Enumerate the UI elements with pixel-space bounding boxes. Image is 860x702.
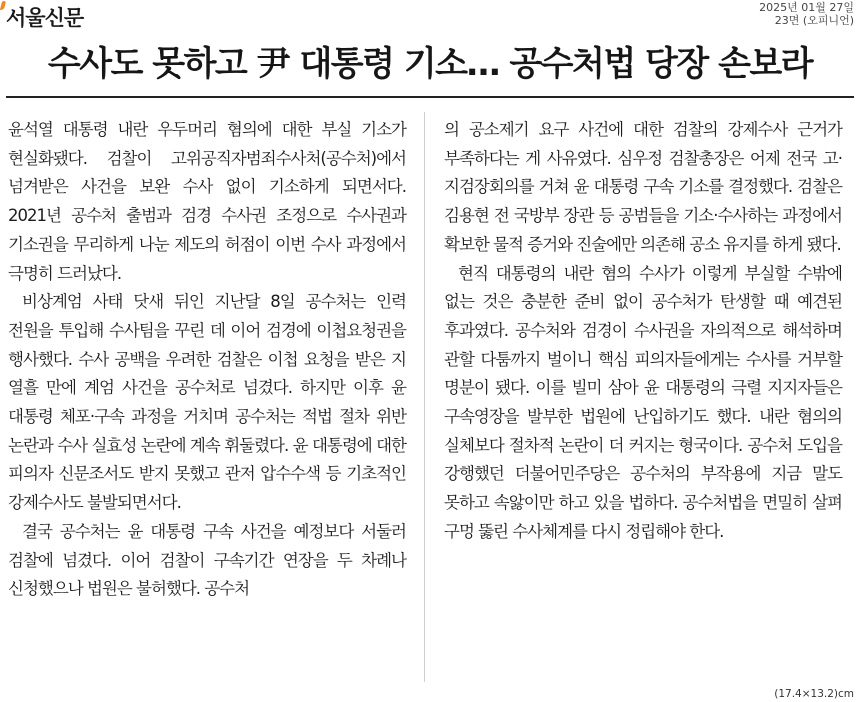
newspaper-logo: 서울신문 (6, 6, 84, 30)
masthead (0, 0, 860, 36)
column-divider (424, 112, 425, 682)
paragraph: 현직 대통령의 내란 혐의 수사가 이렇게 부실할 수밖에 없는 것은 충분한 준비 없이 공수처가 탄생할 때 예견된 후과였다. 공수처와 검경이 수사권을 자의적으로 해석하며 관할 다툼까지 벌이니 핵심 피의자들에게는 수사를 거부할 명분이 됐다. 이를 빌미 삼아 윤 대통령의 극렬 지지자들은 구속영장을 발부한 법원에 난입하기도 했다. 내란 혐의의 실체보다 절차적 논란이 더 커지는 형국이다. 공수처 도입을 강행했던 더불어민주당은 공수처의 부작용에 지금 말도 못하고 속앓이만 하고 있을 법하다. 공수처법을 면밀히 살펴 구멍 뚫린 수사체계를 다시 정립해야 한다. (444, 263, 842, 541)
clipping-size: (17.4×13.2)cm (774, 688, 854, 700)
article-column-left (8, 116, 406, 604)
issue-date: 2025년 01월 27일 (759, 1, 854, 14)
page-section: 23면 (오피니언) (774, 14, 854, 27)
paragraph: 결국 공수처는 윤 대통령 구속 사건을 예정보다 서둘러 검찰에 넘겼다. 이어 검찰이 구속기간 연장을 두 차례나 신청했으나 법원은 불허했다. 공수처 (8, 521, 406, 599)
paragraph: 윤석열 대통령 내란 우두머리 혐의에 대한 부실 기소가 현실화됐다. 검찰이 고위공직자범죄수사처(공수처)에서 넘겨받은 사건을 보완 수사 없이 기소하게 되면서다. 2021년 공수처 출범과 검경 수사권 조정으로 수사권과 기소권을 무리하게 나눈 제도의 허점이 이번 수사 과정에서 극명히 드러났다. (8, 120, 406, 283)
headline: 수사도 못하고 尹 대통령 기소… 공수처법 당장 손보라 (47, 44, 813, 84)
issue-meta (759, 1, 854, 27)
paragraph: 의 공소제기 요구 사건에 대한 검찰의 강제수사 근거가 부족하다는 게 사유였다. 심우정 검찰총장은 어제 전국 고·지검장회의를 거쳐 윤 대통령 구속 기소를 결정했다. 검찰은 김용현 전 국방부 장관 등 공범들을 기소·수사하는 과정에서 확보한 물적 증거와 진술에만 의존해 공소 유지를 하게 됐다. (444, 120, 842, 254)
article-column-right (444, 116, 842, 547)
headline-rule (6, 96, 854, 98)
paragraph: 비상계엄 사태 닷새 뒤인 지난달 8일 공수처는 인력 전원을 투입해 수사팀을 꾸린 데 이어 검경에 이첩요청권을 행사했다. 수사 공백을 우려한 검찰은 이첩 요청을 받은 지 열흘 만에 계엄 사건을 공수처로 넘겼다. 하지만 이후 윤 대통령 체포·구속 과정을 거치며 공수처는 적법 절차 위반 논란과 수사 실효성 논란에 계속 휘둘렸다. 윤 대통령에 대한 피의자 신문조서도 받지 못했고 관저 압수수색 등 기초적인 강제수사도 불발되면서다. (8, 292, 406, 513)
